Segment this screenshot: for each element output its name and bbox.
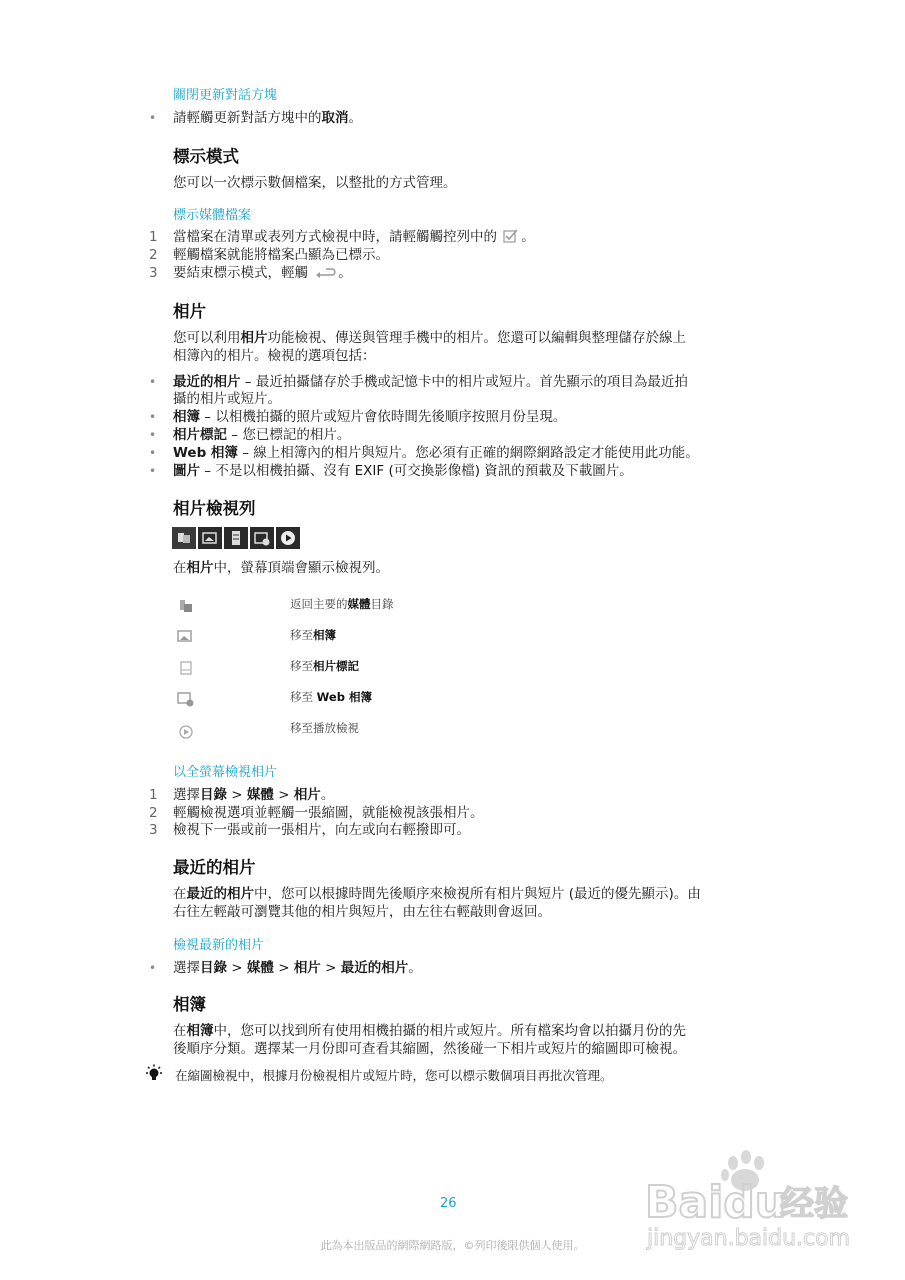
view-bar-row: 移至相片標記 (290, 659, 359, 673)
bullet: • (149, 375, 157, 389)
bullet: • (149, 961, 157, 975)
step-item: 輕觸檢視選項並輕觸一張縮圖，就能檢視該張相片。 (173, 805, 484, 821)
bullet-item: 最近的相片 – 最近拍攝儲存於手機或記憶卡中的相片或短片。首先顯示的項目為最近拍 (173, 374, 688, 390)
step-number: 1 (149, 229, 158, 245)
step-number: 3 (149, 265, 158, 281)
bullet-item: 圖片 – 不是以相機拍攝、沒有 EXIF (可交換影像檔) 資訊的預載及下載圖片。 (173, 463, 633, 479)
paragraph: 在最近的相片中，您可以根據時間先後順序來檢視所有相片與短片 (最近的優先顯示)。由 (173, 886, 701, 902)
bullet-item-continued: 攝的相片或短片。 (173, 391, 281, 407)
step-number: 3 (149, 822, 158, 838)
heading-photo-view-bar: 相片檢視列 (173, 499, 256, 518)
bullet-item: 請輕觸更新對話方塊中的取消。 (173, 110, 362, 126)
bullet: • (149, 464, 157, 478)
view-bar-illustration (172, 527, 300, 549)
bullet: • (149, 428, 157, 442)
tip-lightbulb-icon (144, 1064, 164, 1084)
heading-mark-mode: 標示模式 (173, 147, 239, 166)
bullet-item: Web 相簿 – 線上相簿內的相片與短片。您必須有正確的網際網路設定才能使用此功能。 (173, 445, 699, 461)
subheading-fullscreen: 以全螢幕檢視相片 (173, 765, 278, 780)
heading-photos: 相片 (173, 302, 206, 321)
paragraph: 在相片中，螢幕頂端會顯示檢視列。 (173, 560, 389, 576)
heading-albums: 相簿 (173, 995, 206, 1014)
subheading-view-latest: 檢視最新的相片 (173, 938, 265, 953)
media-icon (176, 598, 196, 614)
watermark-url: jingyan.baidu.com (647, 1226, 851, 1251)
bullet-item: 選擇目錄 > 媒體 > 相片 > 最近的相片。 (173, 960, 422, 976)
baidu-watermark (645, 1145, 875, 1255)
tags-icon (224, 527, 248, 549)
album-icon (176, 629, 196, 645)
paragraph: 右往左輕敲可瀏覽其他的相片與短片，由左往右輕敲則會返回。 (173, 904, 551, 920)
step-item: 要結束標示模式，輕觸 。 (173, 265, 352, 281)
step-number: 1 (149, 787, 158, 803)
watermark-brand: Baidu (645, 1177, 787, 1228)
step-item: 當檔案在清單或表列方式檢視中時，請輕觸觸控列中的 。 (173, 229, 535, 245)
step-number: 2 (149, 247, 158, 263)
step-item: 選擇目錄 > 媒體 > 相片。 (173, 787, 335, 803)
step-item: 輕觸檔案就能將檔案凸顯為已標示。 (173, 247, 389, 263)
bullet: • (149, 111, 157, 125)
play-icon (276, 527, 300, 549)
tip-text: 在縮圖檢視中，根據月份檢視相片或短片時，您可以標示數個項目再批次管理。 (175, 1068, 613, 1083)
paragraph: 您可以利用相片功能檢視、傳送與管理手機中的相片。您還可以編輯與整理儲存於線上 (173, 330, 686, 346)
web-album-icon (250, 527, 274, 549)
view-bar-row: 移至相簿 (290, 628, 336, 642)
step-item: 檢視下一張或前一張相片，向左或向右輕撥即可。 (173, 822, 470, 838)
watermark-cn: 经验 (780, 1184, 848, 1224)
bullet: • (149, 446, 157, 460)
back-arrow-icon (314, 265, 336, 279)
step-number: 2 (149, 805, 158, 821)
paragraph: 後順序分類。選擇某一月份即可查看其縮圖，然後碰一下相片或短片的縮圖即可檢視。 (173, 1041, 686, 1057)
tags-icon (176, 660, 196, 676)
play-icon (176, 723, 196, 739)
copyright-note: 此為本出版品的網際網路版，©列印後限供個人使用。 (320, 1239, 585, 1252)
paragraph: 相簿內的相片。檢視的選項包括： (173, 348, 376, 364)
checkbox-icon (503, 229, 519, 243)
page-number: 26 (440, 1196, 457, 1211)
paragraph: 在相簿中，您可以找到所有使用相機拍攝的相片或短片。所有檔案均會以拍攝月份的先 (173, 1023, 686, 1039)
view-bar-row: 移至播放檢視 (290, 721, 359, 735)
media-icon (172, 527, 196, 549)
bullet-item: 相片標記 – 您已標記的相片。 (173, 427, 351, 443)
album-icon (198, 527, 222, 549)
heading-recent-photos: 最近的相片 (173, 858, 256, 877)
subheading-close-update-dialog: 關閉更新對話方塊 (173, 88, 278, 103)
subheading-mark-media: 標示媒體檔案 (173, 208, 252, 223)
view-bar-row: 移至 Web 相簿 (290, 690, 372, 704)
bullet: • (149, 410, 157, 424)
paragraph: 您可以一次標示數個檔案，以整批的方式管理。 (173, 175, 457, 191)
bullet-item: 相簿 – 以相機拍攝的照片或短片會依時間先後順序按照月份呈現。 (173, 409, 567, 425)
view-bar-row: 返回主要的媒體目錄 (290, 597, 394, 611)
web-album-icon (176, 691, 196, 707)
